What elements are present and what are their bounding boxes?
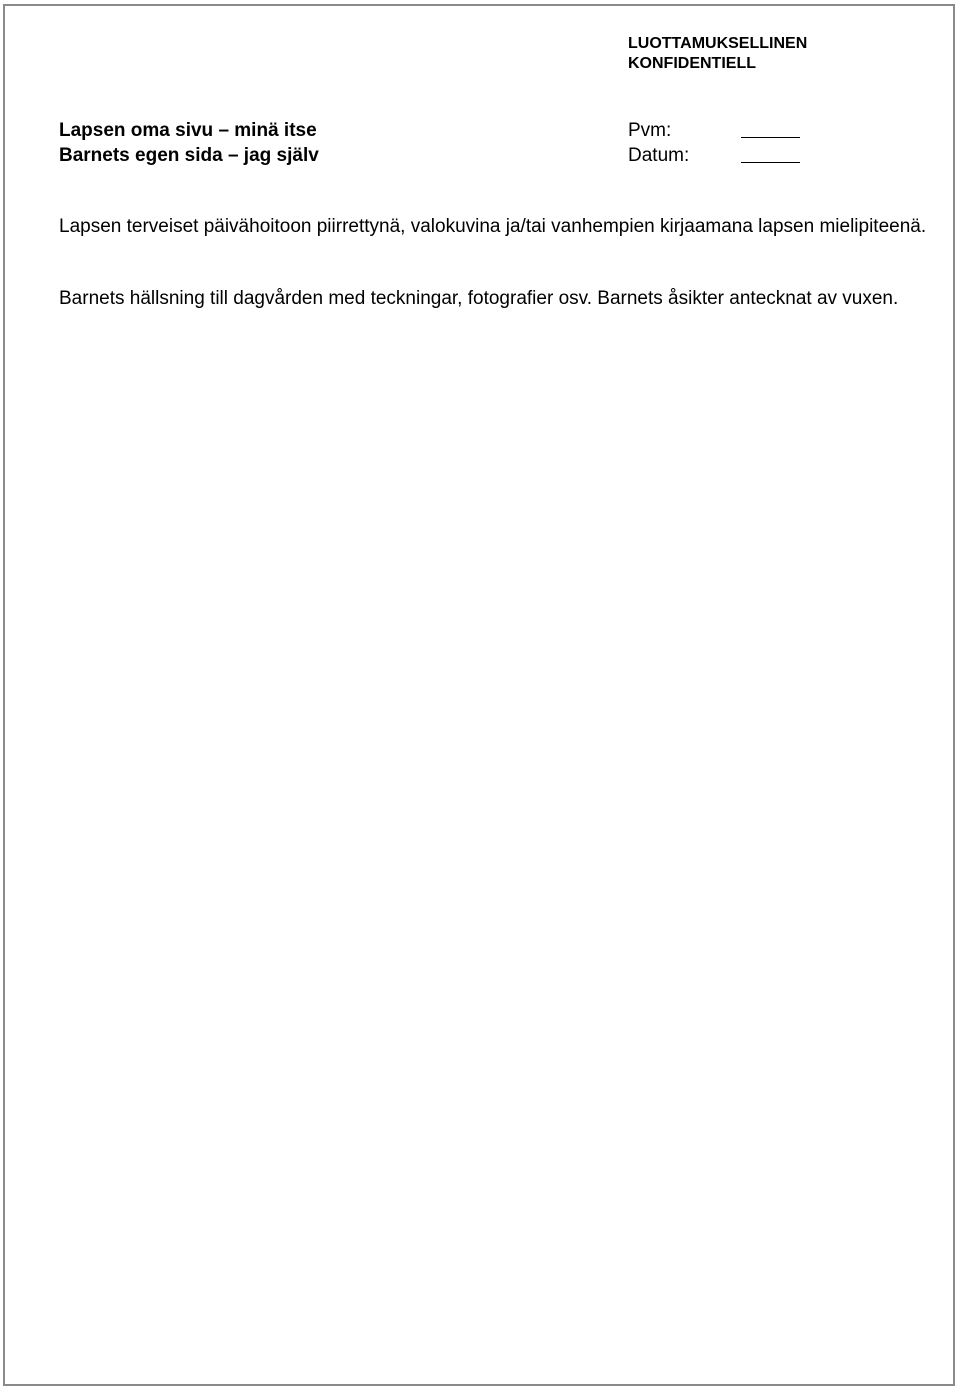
page-title-fi: Lapsen oma sivu – minä itse: [59, 120, 317, 141]
date-label-sv: Datum:: [628, 145, 690, 166]
page-border: [3, 4, 955, 1386]
date-row-fi: [628, 118, 689, 143]
date-fields: [628, 118, 689, 168]
confidential-label-fi: LUOTTAMUKSELLINEN: [628, 35, 808, 52]
description-paragraph-sv: Barnets hällsning till dagvården med teckningar, fotografier osv. Barnets åsikter antecknat av vuxen.: [59, 288, 899, 309]
date-row-sv: [628, 143, 689, 168]
confidential-label: [628, 34, 807, 74]
date-label-fi: Pvm:: [628, 120, 672, 141]
description-paragraph-fi: Lapsen terveiset päivähoitoon piirrettynä, valokuvina ja/tai vanhempien kirjaamana lapsen mielipiteenä.: [59, 216, 927, 237]
date-blank-fi[interactable]: [741, 137, 800, 138]
page-title-sv: Barnets egen sida – jag själv: [59, 145, 319, 166]
confidential-label-sv: KONFIDENTIELL: [628, 55, 756, 72]
page-title: [59, 118, 319, 168]
date-blank-sv[interactable]: [741, 162, 800, 163]
